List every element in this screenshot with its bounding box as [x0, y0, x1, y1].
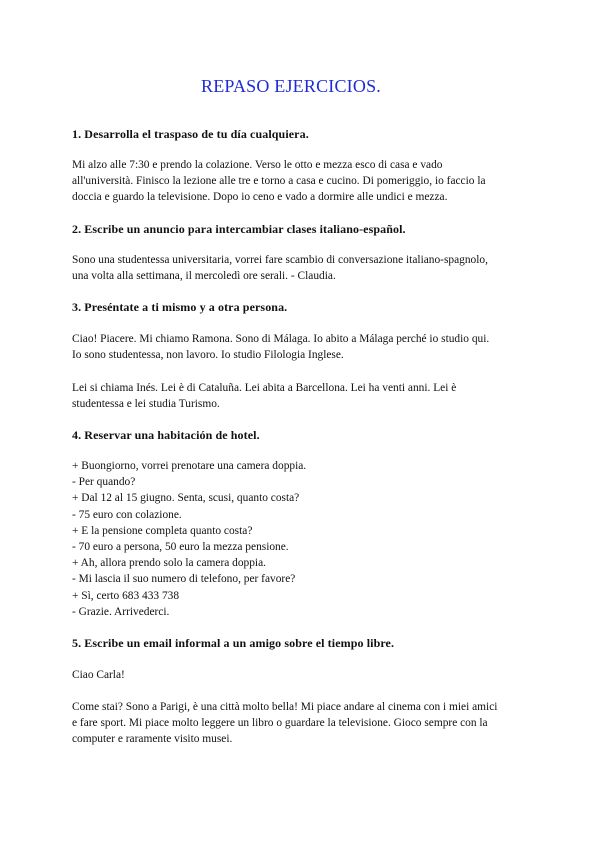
- section-3-paragraph-2: [72, 380, 522, 412]
- hotel-dialog: [72, 458, 306, 620]
- dialog-line: + Buongiorno, vorrei prenotare una camera doppia.: [72, 460, 307, 472]
- dialog-line: + Dal 12 al 15 giugno. Senta, scusi, quanto costa?: [72, 492, 300, 505]
- page-title: REPASO EJERCICIOS.: [201, 76, 381, 96]
- paragraph-line: all'università. Finisco la lezione alle tre e torno a casa e cucino. Di pomeriggio, io faccio la: [72, 175, 486, 187]
- section-4-heading: 4. Reservar una habitación de hotel.: [72, 428, 260, 442]
- paragraph-line: una volta alla settimana, il mercoledì ore serali. - Claudia.: [72, 270, 336, 282]
- paragraph-line: Io sono studentessa, non lavoro. Io studio Filologia Inglese.: [72, 349, 344, 361]
- dialog-line: - 75 euro con colazione.: [72, 508, 182, 521]
- paragraph-line: computer e raramente visito musei.: [72, 733, 233, 745]
- dialog-line: - 70 euro a persona, 50 euro la mezza pensione.: [72, 541, 289, 554]
- paragraph-line: Sono una studentessa universitaria, vorrei fare scambio di conversazione italiano-spagnolo,: [72, 254, 488, 266]
- paragraph-line: Ciao Carla!: [72, 669, 125, 681]
- section-1-paragraph: [72, 157, 522, 205]
- section-3-heading: 3. Preséntate a ti mismo y a otra persona.: [72, 300, 288, 314]
- paragraph-line: doccia e guardo la televisione. Dopo io ceno e vado a dormire alle undici e mezza.: [72, 191, 448, 203]
- paragraph-line: Ciao! Piacere. Mi chiamo Ramona. Sono di Málaga. Io abito a Málaga perché io studio qui.: [72, 333, 490, 345]
- dialog-line: - Mi lascia il suo numero di telefono, per favore?: [72, 573, 296, 586]
- dialog-line: - Grazie. Arrivederci.: [72, 605, 170, 618]
- dialog-line: + E la pensione completa quanto costa?: [72, 524, 253, 537]
- paragraph-line: Lei si chiama Inés. Lei è di Cataluña. Lei abita a Barcellona. Lei ha venti anni. Lei è: [72, 382, 457, 394]
- section-2-heading: 2. Escribe un anuncio para intercambiar clases italiano-español.: [72, 222, 406, 236]
- dialog-line: + Sì, certo 683 433 738: [72, 589, 180, 602]
- paragraph-line: e fare sport. Mi piace molto leggere un libro o guardare la televisione. Gioco sempre con la: [72, 717, 488, 729]
- paragraph-line: studentessa e lei studia Turismo.: [72, 398, 220, 410]
- dialog-line: + Ah, allora prendo solo la camera doppia.: [72, 557, 266, 570]
- section-3-paragraph-1: [72, 331, 522, 363]
- section-5-heading: 5. Escribe un email informal a un amigo sobre el tiempo libre.: [72, 636, 395, 650]
- paragraph-line: Come stai? Sono a Parigi, è una città molto bella! Mi piace andare al cinema con i miei amici: [72, 701, 498, 713]
- section-2-paragraph: [72, 252, 522, 284]
- email-greeting: [72, 667, 522, 683]
- dialog-line: - Per quando?: [72, 476, 136, 489]
- paragraph-line: Mi alzo alle 7:30 e prendo la colazione. Verso le otto e mezza esco di casa e vado: [72, 159, 443, 171]
- section-1-heading: 1. Desarrolla el traspaso de tu día cualquiera.: [72, 127, 309, 141]
- email-body: [72, 699, 522, 747]
